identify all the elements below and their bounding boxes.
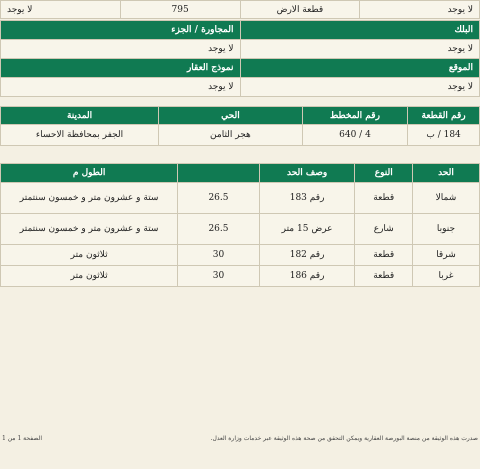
land-parcel-value: 795 [120,1,240,19]
location-header-row [1,59,480,78]
table-row [1,183,480,214]
district-header: الحي [159,107,303,125]
table-row [1,266,480,287]
location-value-row [1,78,480,97]
table-row [1,245,480,266]
neighborhood-value: لا يوجد [1,40,241,59]
plot-number-header: رقم القطعة [408,107,480,125]
plan-number-header: رقم المخطط [302,107,407,125]
top-value-right: لا يوجد [360,1,480,19]
boundary-description: عرض 15 متر [259,214,355,245]
block-table [0,20,480,97]
plan-number-value: 4 / 640 [302,125,407,146]
boundary-length-number: 30 [178,245,259,266]
description-header: وصف الحد [259,164,355,183]
property-info-table [0,0,480,19]
boundary-length-text: ثلاثون متر [1,266,178,287]
block-header: البلك [240,21,480,40]
plot-table [0,106,480,146]
property-type-header: نموذج العقار [1,59,241,78]
boundaries-header-row [1,164,480,183]
plot-number-value: 184 / ب [408,125,480,146]
top-value-left: لا يوجد [1,1,121,19]
plot-header-row [1,107,480,125]
boundary-length-number: 26.5 [178,214,259,245]
boundary-description: رقم 186 [259,266,355,287]
plot-value-row [1,125,480,146]
table-row [1,214,480,245]
boundary-type: قطعة [355,183,412,214]
city-value: الجفر بمحافظة الاحساء [1,125,159,146]
property-type-value: لا يوجد [1,78,241,97]
boundary-description: رقم 182 [259,245,355,266]
document-footer [0,435,480,449]
block-value: لا يوجد [240,40,480,59]
boundary-type: قطعة [355,266,412,287]
boundary-type: قطعة [355,245,412,266]
verification-note: صدرت هذه الوثيقة من منصة البورصة العقارية ويمكن التحقق من صحة هذه الوثيقة عبر خدمات وزارة العدل. [210,435,478,442]
boundaries-table [0,163,480,287]
length-number-header [178,164,259,183]
type-header: النوع [355,164,412,183]
land-parcel-label: قطعة الارض [240,1,360,19]
boundary-header: الحد [412,164,479,183]
boundary-length-text: ثلاثون متر [1,245,178,266]
boundary-length-number: 26.5 [178,183,259,214]
boundary-length-text: ستة و عشرون متر و خمسون سنتمتر [1,183,178,214]
boundary-description: رقم 183 [259,183,355,214]
land-parcel-row [1,1,480,19]
page-number: الصفحة 1 من 1 [2,435,42,442]
length-header: الطول م [1,164,178,183]
boundary-length-text: ستة و عشرون متر و خمسون سنتمتر [1,214,178,245]
city-header: المدينة [1,107,159,125]
district-value: هجر الثامن [159,125,303,146]
neighborhood-header: المجاورة / الجزء [1,21,241,40]
boundary-type: شارع [355,214,412,245]
boundary-direction: جنوبا [412,214,479,245]
boundary-direction: غربا [412,266,479,287]
boundary-direction: شرقا [412,245,479,266]
boundary-direction: شمالا [412,183,479,214]
location-header: الموقع [240,59,480,78]
boundary-length-number: 30 [178,266,259,287]
block-value-row [1,40,480,59]
block-header-row [1,21,480,40]
location-value: لا يوجد [240,78,480,97]
